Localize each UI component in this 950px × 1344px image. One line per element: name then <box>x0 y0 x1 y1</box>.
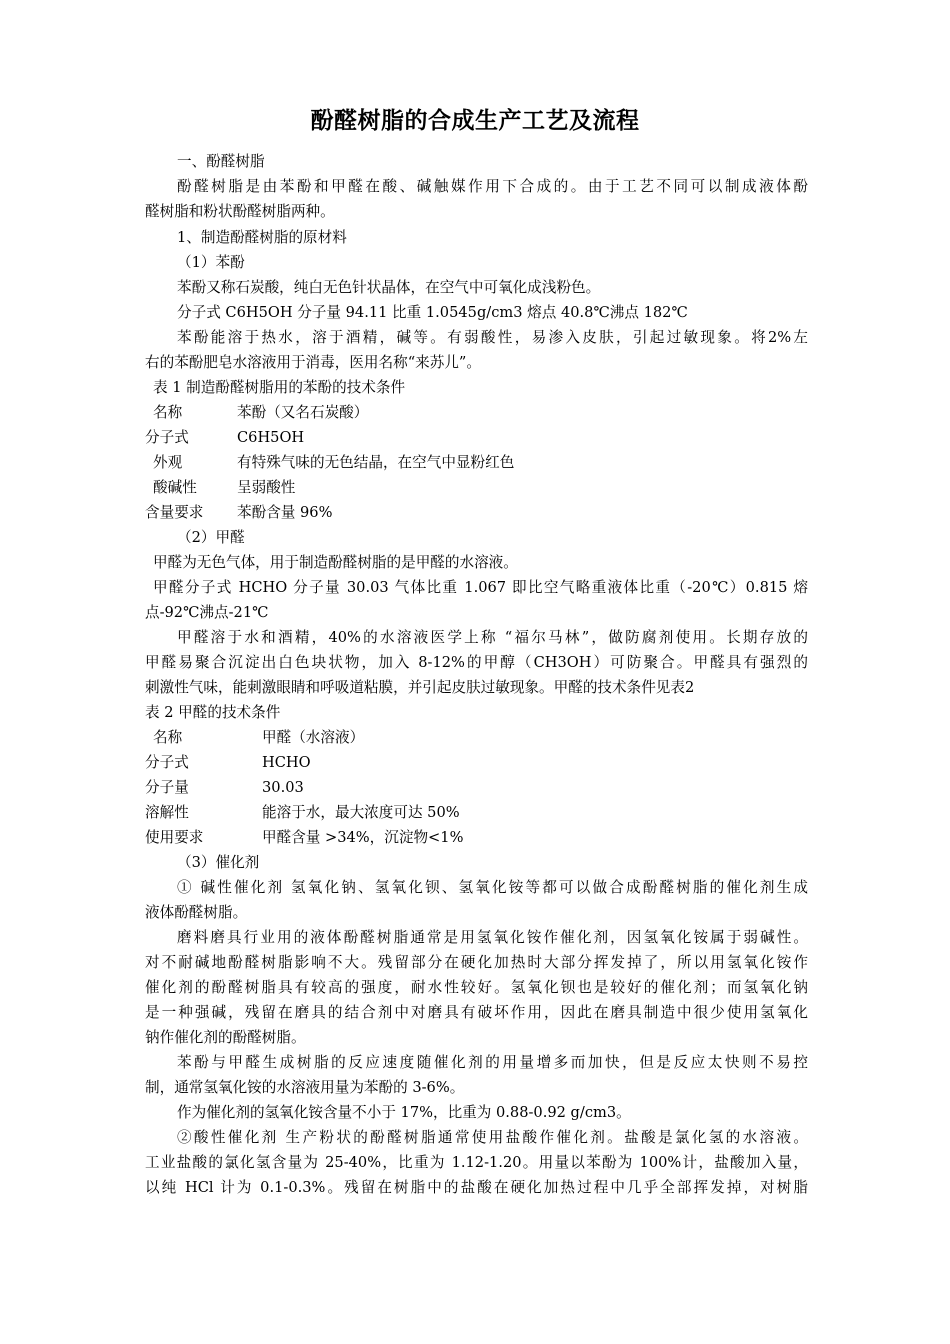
subsection-heading: （3）催化剂 <box>177 854 260 871</box>
section-heading: 一、酚醛树脂 <box>177 153 265 170</box>
table-cell: 苯酚含量 96% <box>237 504 333 521</box>
table-cell: 呈弱酸性 <box>237 479 296 496</box>
table-cell: 溶解性 <box>145 804 189 821</box>
paragraph-line: 刺激性气味，能刺激眼睛和呼吸道粘膜，并引起皮肤过敏现象。甲醛的技术条件见表2 <box>145 679 695 696</box>
table-cell: 含量要求 <box>145 504 204 521</box>
paragraph-line: 作为催化剂的氢氧化铵含量不小于 17%，比重为 0.88-0.92 g/cm3。 <box>177 1104 631 1121</box>
paragraph-line: ②酸性催化剂 生产粉状的酚醛树脂通常使用盐酸作催化剂。盐酸是氯化氢的水溶液。 <box>177 1129 808 1146</box>
document-title: 酚醛树脂的合成生产工艺及流程 <box>310 107 640 134</box>
paragraph-line: 液体酚醛树脂。 <box>145 904 248 921</box>
paragraph-line: 分子式 C6H5OH 分子量 94.11 比重 1.0545g/cm3 熔点 40.8℃沸点 182℃ <box>177 304 688 321</box>
paragraph-line: 苯酚又称石炭酸，纯白无色针状晶体，在空气中可氧化成浅粉色。 <box>177 279 601 296</box>
table-cell: 能溶于水，最大浓度可达 50% <box>262 804 460 821</box>
paragraph-line: 醛树脂和粉状酚醛树脂两种。 <box>145 203 335 220</box>
paragraph-line: ① 碱性催化剂 氢氧化钠、氢氧化钡、氢氧化铵等都可以做合成酚醛树脂的催化剂生成 <box>177 879 808 896</box>
paragraph-line: 酚醛树脂是由苯酚和甲醛在酸、碱触媒作用下合成的。由于工艺不同可以制成液体酚 <box>177 178 808 195</box>
paragraph-line: 右的苯酚肥皂水溶液用于消毒，医用名称“来苏儿”。 <box>145 354 481 371</box>
paragraph-line: 以纯 HCl 计为 0.1-0.3%。残留在树脂中的盐酸在硬化加热过程中几乎全部挥发掉，对树脂 <box>145 1179 808 1196</box>
table-cell: 酸碱性 <box>153 479 197 496</box>
subsection-heading: 1、制造酚醛树脂的原材料 <box>177 229 347 246</box>
table-cell: HCHO <box>262 754 311 771</box>
table-caption: 表 2 甲醛的技术条件 <box>145 704 281 721</box>
table-cell: 名称 <box>153 729 183 746</box>
subsection-heading: （1）苯酚 <box>177 254 245 271</box>
paragraph-line: 对不耐碱地酚醛树脂影响不大。残留部分在硬化加热时大部分挥发掉了，所以用氢氧化铵作 <box>145 954 808 971</box>
table-cell: 使用要求 <box>145 829 204 846</box>
paragraph-line: 制，通常氢氧化铵的水溶液用量为苯酚的 3-6%。 <box>145 1079 465 1096</box>
subsection-heading: （2）甲醛 <box>177 529 245 546</box>
paragraph-line: 甲醛易聚合沉淀出白色块状物，加入 8-12%的甲醇（CH3OH）可防聚合。甲醛具有强烈的 <box>145 654 808 671</box>
paragraph-line: 甲醛为无色气体，用于制造酚醛树脂的是甲醛的水溶液。 <box>153 554 518 571</box>
table-cell: 有特殊气味的无色结晶，在空气中显粉红色 <box>237 454 515 471</box>
table-cell: 苯酚（又名石炭酸） <box>237 404 369 421</box>
table-cell: 甲醛（水溶液） <box>262 729 365 746</box>
paragraph-line: 工业盐酸的氯化氢含量为 25-40%，比重为 1.12-1.20。用量以苯酚为 100%计，盐酸加入量， <box>145 1154 808 1171</box>
paragraph-line: 是一种强碱，残留在磨具的结合剂中对磨具有破坏作用，因此在磨具制造中很少使用氢氧化 <box>145 1004 808 1021</box>
table-cell: 30.03 <box>262 779 304 796</box>
table-caption: 表 1 制造酚醛树脂用的苯酚的技术条件 <box>153 379 406 396</box>
table-cell: 名称 <box>153 404 183 421</box>
paragraph-line: 甲醛分子式 HCHO 分子量 30.03 气体比重 1.067 即比空气略重液体比重（-20℃）0.815 熔 <box>153 579 808 596</box>
table-cell: 甲醛含量 >34%，沉淀物<1% <box>262 829 464 846</box>
paragraph-line: 甲醛溶于水和酒精，40%的水溶液医学上称 “福尔马林”，做防腐剂使用。长期存放的 <box>177 629 808 646</box>
paragraph-line: 催化剂的酚醛树脂具有较高的强度，耐水性较好。氢氧化钡也是较好的催化剂；而氢氧化钠 <box>145 979 808 996</box>
table-cell: 分子式 <box>145 429 189 446</box>
table-cell: 外观 <box>153 454 183 471</box>
paragraph-line: 钠作催化剂的酚醛树脂。 <box>145 1029 306 1046</box>
paragraph-line: 磨料磨具行业用的液体酚醛树脂通常是用氢氧化铵作催化剂，因氢氧化铵属于弱碱性。 <box>177 929 808 946</box>
table-cell: 分子式 <box>145 754 189 771</box>
paragraph-line: 苯酚能溶于热水，溶于酒精，碱等。有弱酸性，易渗入皮肤，引起过敏现象。将2%左 <box>177 329 808 346</box>
table-cell: 分子量 <box>145 779 189 796</box>
paragraph-line: 苯酚与甲醛生成树脂的反应速度随催化剂的用量增多而加快，但是反应太快则不易控 <box>177 1054 808 1071</box>
table-cell: C6H5OH <box>237 429 305 446</box>
paragraph-line: 点-92℃沸点-21℃ <box>145 604 269 621</box>
